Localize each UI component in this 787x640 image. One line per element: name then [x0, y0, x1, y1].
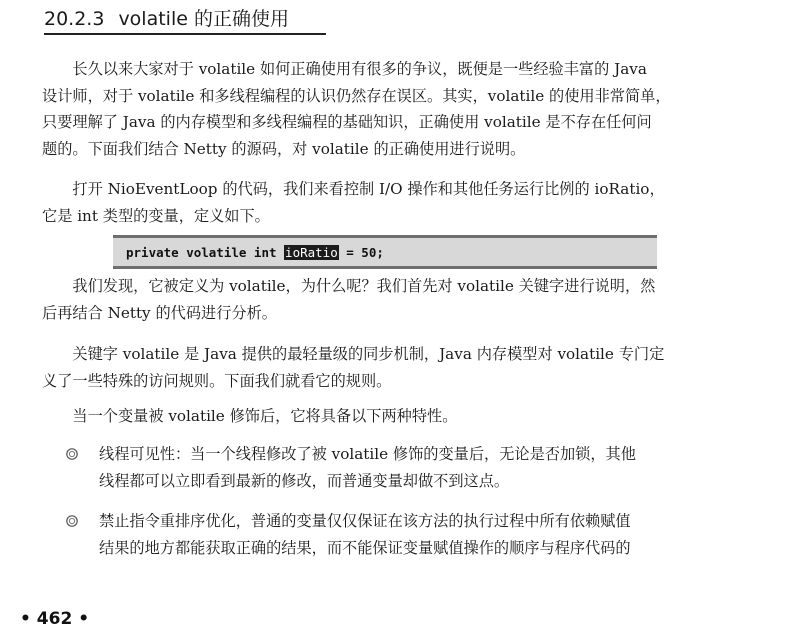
list-item-line: 禁止指令重排序优化，普通的变量仅仅保证在该方法的执行过程中所有依赖赋值: [99, 512, 631, 530]
list-item-line: 线程可见性：当一个线程修改了被 volatile 修饰的变量后，无论是否加锁，其他: [99, 445, 636, 463]
code-highlight: ioRatio: [285, 245, 338, 260]
bullet-icon: [65, 447, 79, 461]
paragraph-line: 题的。下面我们结合 Netty 的源码，对 volatile 的正确使用进行说明。: [42, 139, 526, 158]
paragraph-line: 只要理解了 Java 的内存模型和多线程编程的基础知识，正确使用 volatile 是不存在任何问: [42, 113, 652, 131]
list-item: [99, 508, 759, 561]
code-text-after: = 50;: [338, 245, 384, 260]
list-item-line: 结果的地方都能获取正确的结果，而不能保证变量赋值操作的顺序与程序代码的: [99, 538, 631, 557]
paragraph-discover: [42, 273, 762, 326]
paragraph-line: 关键字 volatile 是 Java 提供的最轻量级的同步机制，Java 内存模型对 volatile 专门定: [42, 345, 665, 363]
paragraph-intro: [42, 56, 762, 162]
paragraph-line: 长久以来大家对于 volatile 如何正确使用有很多的争议，既便是一些经验丰富的 Java: [42, 60, 647, 78]
section-heading: [44, 4, 326, 34]
list-item: [99, 441, 759, 494]
bullet-icon: [65, 514, 79, 528]
heading-underline: [44, 33, 326, 35]
paragraph-line: 后再结合 Netty 的代码进行分析。: [42, 303, 277, 322]
code-block: [113, 235, 657, 269]
paragraph-line: 打开 NioEventLoop 的代码，我们来看控制 I/O 操作和其他任务运行比例的 ioRatio，: [42, 180, 665, 198]
section-title: volatile 的正确使用: [118, 8, 289, 30]
page-number: • 462 •: [20, 609, 90, 629]
section-number: 20.2.3: [44, 8, 105, 30]
paragraph-line: 设计师，对于 volatile 和多线程编程的认识仍然存在误区。其实，volatile 的使用非常简单，: [42, 86, 671, 105]
paragraph-line: 它是 int 类型的变量，定义如下。: [42, 206, 270, 225]
paragraph-features-intro: [42, 403, 762, 430]
paragraph-open-code: [42, 176, 762, 229]
paragraph-line: 义了一些特殊的访问规则。下面我们就看它的规则。: [42, 371, 392, 390]
paragraph-keyword: [42, 341, 762, 394]
code-text-before: private volatile int: [126, 245, 285, 260]
code-line: [126, 245, 384, 261]
paragraph-line: 我们发现，它被定义为 volatile，为什么呢？我们首先对 volatile 关键字进行说明，然: [42, 277, 656, 295]
paragraph-line: 当一个变量被 volatile 修饰后，它将具备以下两种特性。: [42, 407, 458, 425]
list-item-line: 线程都可以立即看到最新的修改，而普通变量却做不到这点。: [99, 471, 510, 490]
